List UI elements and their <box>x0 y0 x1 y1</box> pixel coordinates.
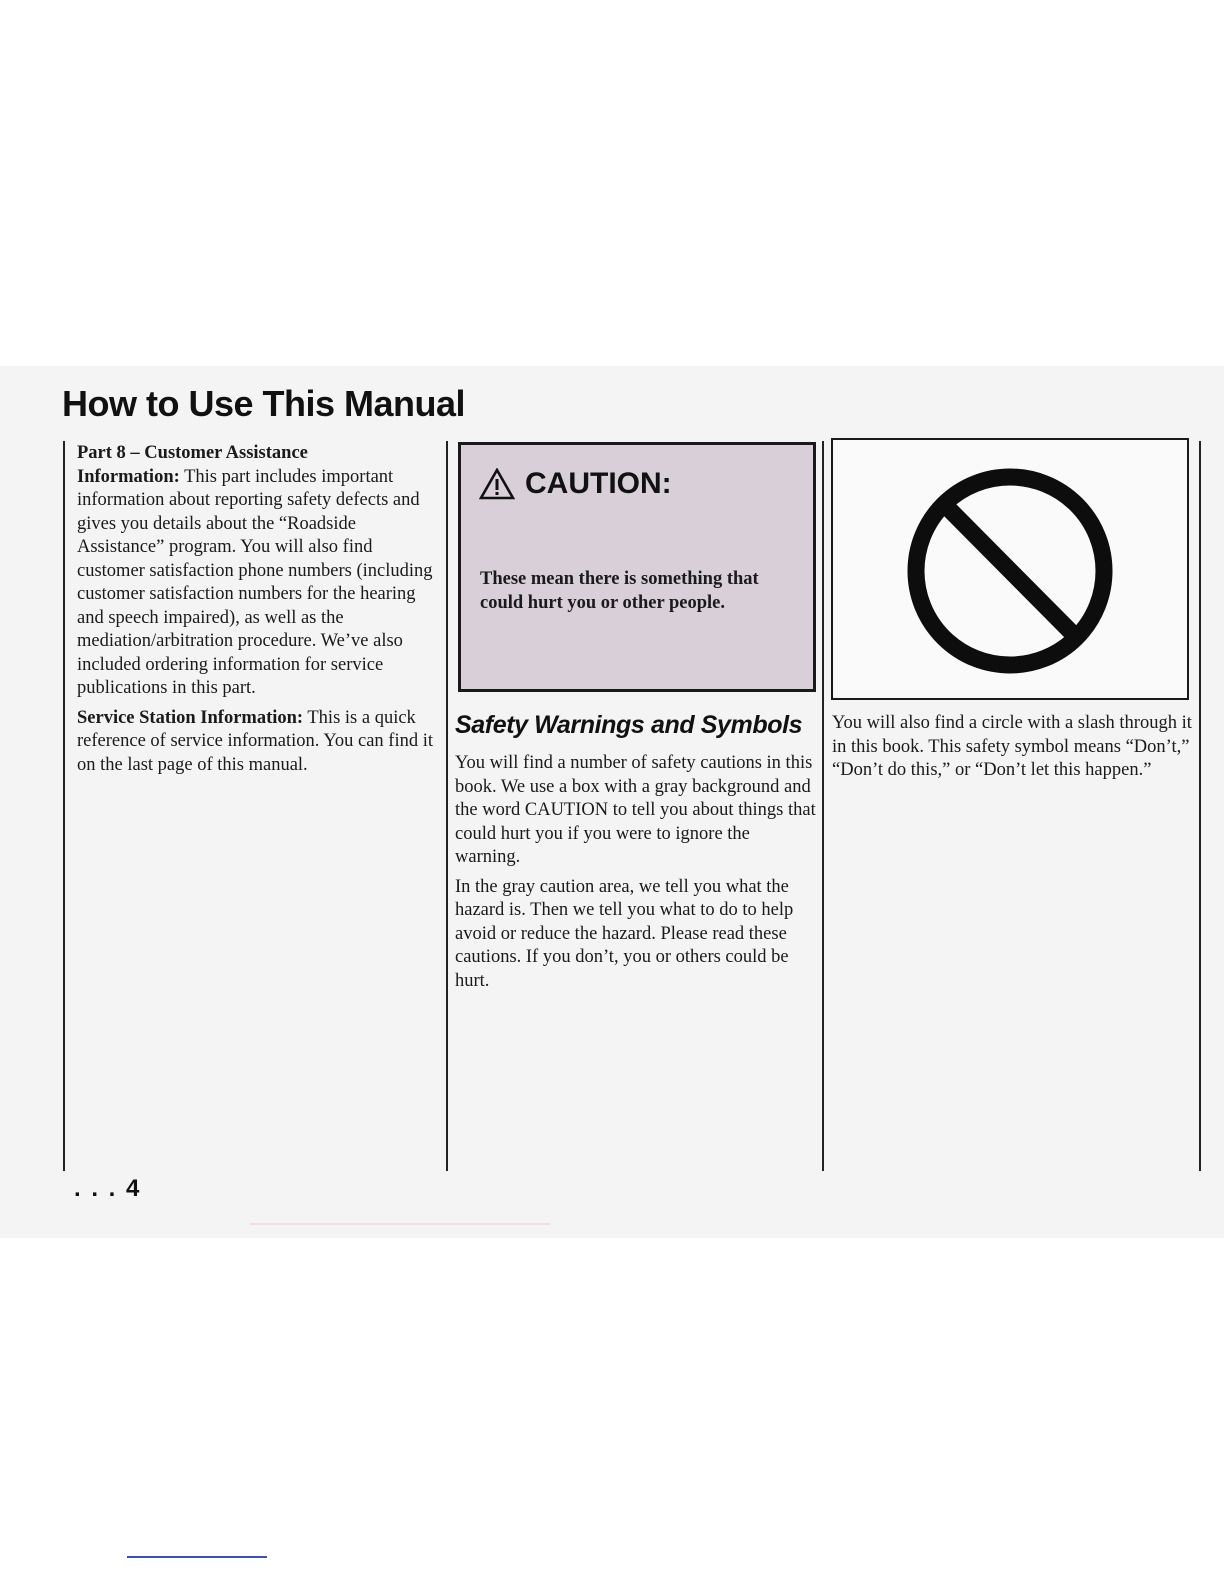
service-paragraph <box>77 707 439 778</box>
column-rule-far-right <box>1199 441 1201 1171</box>
safety-paragraph-2: In the gray caution area, we tell you what the hazard is. Then we tell you what to do to help avoid or reduce the hazard. Please read these cautions. If you don’t, you or others could be hurt. <box>455 876 794 991</box>
caution-box <box>458 442 816 692</box>
column-right <box>832 712 1197 789</box>
caution-label: CAUTION: <box>525 467 672 500</box>
column-rule-right <box>822 441 824 1171</box>
safety-paragraph-1: You will find a number of safety cautions in this book. We use a box with a gray background and the word CAUTION to tell you about things that could hurt you if you were to ignore the warning. <box>455 753 816 867</box>
column-left <box>77 442 439 783</box>
page-title: How to Use This Manual <box>62 383 466 424</box>
no-symbol-icon <box>833 440 1187 698</box>
caution-header <box>479 467 672 501</box>
symbol-box <box>831 438 1189 700</box>
decorative-line <box>250 1223 550 1225</box>
caution-text: These mean there is something that could hurt you or other people. <box>480 569 759 613</box>
part8-heading: Part 8 – Customer Assistance <box>77 443 308 463</box>
page-number: . . . 4 <box>74 1175 142 1202</box>
part8-text: This part includes important information about reporting safety defects and gives you details about the “Roadside Assistance” program. You will also find customer satisfaction phone numbers (including customer satisfaction numbers for the hearing and speech impaired), as well as the mediation/arbitration procedure. We’ve also included ordering information for service publications in this part. <box>77 466 433 698</box>
column-rule-left <box>63 441 65 1171</box>
warning-triangle-icon <box>479 468 515 500</box>
service-text: This is a quick reference of service information. You can find it on the last page of this manual. <box>77 707 433 775</box>
column-middle <box>455 752 817 999</box>
section-heading: Safety Warnings and Symbols <box>455 711 803 739</box>
symbol-paragraph: You will also find a circle with a slash through it in this book. This safety symbol means “Don’t,” “Don’t do this,” or “Don’t let this happen.” <box>832 713 1192 780</box>
part8-paragraph <box>77 442 439 701</box>
column-rule-middle <box>446 441 448 1171</box>
underline-link-mark <box>127 1556 267 1558</box>
part8-heading-info: Information: <box>77 466 180 487</box>
service-heading: Service Station Information: <box>77 707 304 728</box>
